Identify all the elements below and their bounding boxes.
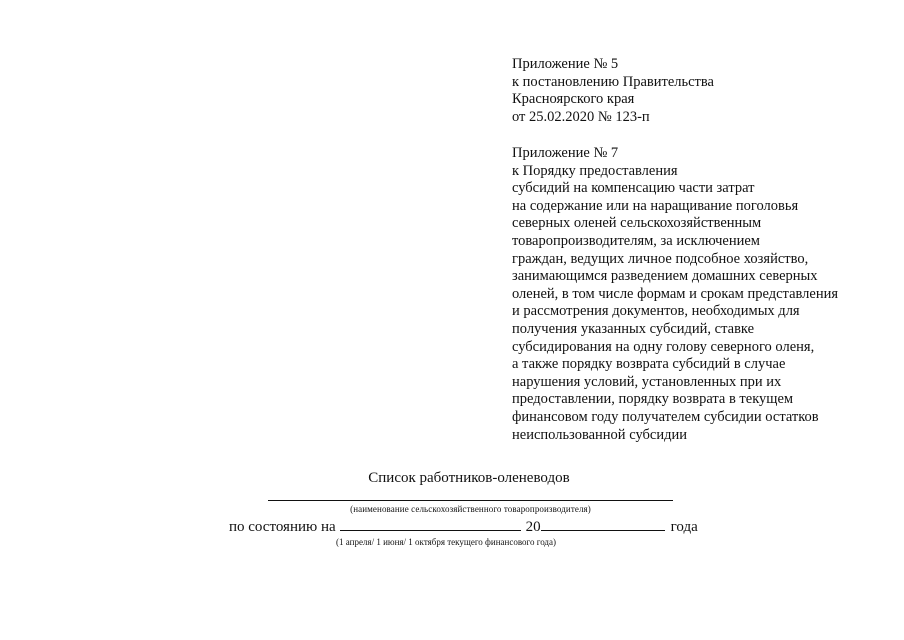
appendix-7-line: субсидий на компенсацию части затрат xyxy=(512,180,755,197)
appendix-5-header xyxy=(512,56,714,126)
year-blank-field[interactable] xyxy=(541,516,665,531)
appendix-7-line: занимающимся разведением домашних северных xyxy=(512,268,818,285)
date-caption: (1 апреля/ 1 июня/ 1 октября текущего финансового года) xyxy=(336,537,557,547)
organization-name-field[interactable] xyxy=(268,500,673,501)
appendix-7-line: нарушения условий, установленных при их xyxy=(512,373,782,390)
appendix-5-line: от 25.02.2020 № 123-п xyxy=(512,108,650,125)
organization-name-caption: (наименование сельскохозяйственного товаропроизводителя) xyxy=(350,504,591,514)
appendix-7-line: субсидирования на одну голову северного оленя, xyxy=(512,338,815,355)
appendix-7-line: неиспользованной субсидии xyxy=(512,426,687,443)
appendix-7-line: на содержание или на наращивание поголовья xyxy=(512,197,799,214)
form-title xyxy=(0,470,904,487)
form-title-text: Список работников-оленеводов xyxy=(368,470,570,486)
appendix-7-line: финансовом году получателем субсидии остатков xyxy=(512,408,819,425)
date-blank-field[interactable] xyxy=(340,516,521,531)
appendix-5-line: к постановлению Правительства xyxy=(512,73,714,90)
appendix-7-line: граждан, ведущих личное подсобное хозяйство, xyxy=(512,250,809,267)
appendix-7-line: и рассмотрения документов, необходимых для xyxy=(512,303,800,320)
as-of-label: по состоянию на xyxy=(229,519,336,535)
appendix-7-line: предоставлении, порядку возврата в текущем xyxy=(512,391,794,408)
appendix-7-line: оленей, в том числе формам и срокам представления xyxy=(512,285,839,302)
year-suffix: года xyxy=(670,519,698,535)
appendix-7-line: получения указанных субсидий, ставке xyxy=(512,320,755,337)
appendix-5-line: Красноярского края xyxy=(512,91,635,108)
appendix-7-header xyxy=(512,145,838,444)
appendix-7-line: северных оленей сельскохозяйственным xyxy=(512,215,762,232)
year-prefix: 20 xyxy=(525,519,541,535)
appendix-5-line: Приложение № 5 xyxy=(512,56,619,72)
appendix-7-line: товаропроизводителям, за исключением xyxy=(512,232,760,249)
appendix-7-line: а также порядку возврата субсидий в случае xyxy=(512,356,786,373)
appendix-7-line: к Порядку предоставления xyxy=(512,162,678,179)
appendix-7-line: Приложение № 7 xyxy=(512,145,619,161)
as-of-date-row xyxy=(229,516,698,536)
